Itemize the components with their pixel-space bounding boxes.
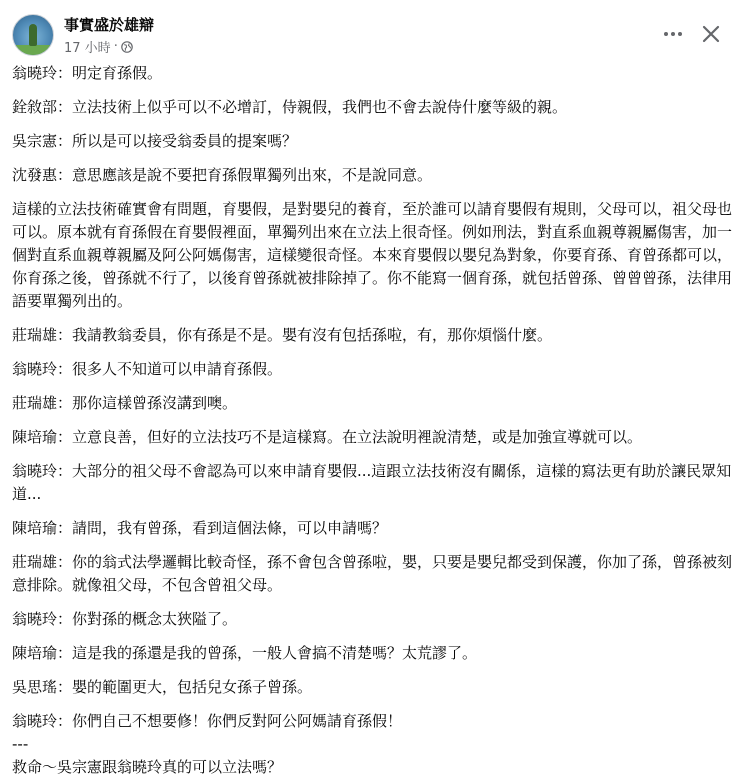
post-paragraph: 沈發惠：意思應該是說不要把育孫假單獨列出來，不是說同意。: [12, 166, 433, 184]
post-paragraph: 翁曉玲：很多人不知道可以申請育孫假。: [12, 360, 283, 378]
post-paragraph: 吳思瑤：嬰的範圍更大，包括兒女孫子曾孫。: [12, 678, 313, 696]
close-icon[interactable]: [697, 20, 725, 48]
post-timestamp[interactable]: 17 小時: [64, 41, 111, 56]
post-body: [12, 62, 734, 779]
post-paragraph: 莊瑞雄：我請教翁委員，你有孫是不是。嬰有沒有包括孫啦，有，那你煩惱什麼。: [12, 326, 553, 344]
post-paragraph: 翁曉玲：你對孫的概念太狹隘了。: [12, 610, 238, 628]
post-paragraph: 翁曉玲：你們自己不想要修！你們反對阿公阿媽請育孫假！: [12, 712, 403, 730]
post-header: [12, 12, 733, 56]
post-paragraph: 莊瑞雄：那你這樣曾孫沒講到噢。: [12, 394, 238, 412]
page-avatar[interactable]: [12, 14, 54, 56]
post-paragraph: 陳培瑜：請問，我有曾孫，看到這個法條，可以申請嗎？: [12, 519, 388, 537]
page-name[interactable]: 事實盛於雄辯: [64, 16, 155, 34]
post-paragraph: 銓敘部：立法技術上似乎可以不必增訂，侍親假，我們也不會去說侍什麼等級的親。: [12, 98, 568, 116]
avatar-ground: [13, 45, 53, 55]
post-separator: ---: [12, 735, 29, 753]
post-paragraph: 吳宗憲：所以是可以接受翁委員的提案嗎？: [12, 132, 298, 150]
post-paragraph: 莊瑞雄：你的翁式法學邏輯比較奇怪，孫不會包含曾孫啦，嬰，只要是嬰兒都受到保護，你加了孫，曾孫被刻意排除。就像祖父母，不包含曾祖父母。: [12, 553, 733, 594]
post-paragraph: 翁曉玲：大部分的祖父母不會認為可以來申請育嬰假...這跟立法技術沒有關係，這樣的寫法更有助於讓民眾知道...: [12, 462, 732, 503]
post-closing-line: 救命～吳宗憲跟翁曉玲真的可以立法嗎？: [12, 758, 283, 776]
post-paragraph: 這樣的立法技術確實會有問題，育嬰假，是對嬰兒的養育，至於誰可以請育嬰假有規則，父母可以，祖父母也可以。原本就有育孫假在育嬰假裡面，單獨列出來在立法上很奇怪。例如刑法，對直系血親尊親屬傷害，加一個對直系血親尊親屬及阿公阿媽傷害，這樣變很奇怪。本來育嬰假以嬰兒為對象，你要育孫、育曾孫都可以，你育孫之後，曾孫就不行了，以後育曾孫就被排除掉了。你不能寫一個育孫，就包括曾孫、曾曾曾孫，法律用語要單獨列出的。: [12, 200, 733, 310]
more-horizontal-icon[interactable]: [661, 22, 685, 46]
post-paragraph: 陳培瑜：立意良善，但好的立法技巧不是這樣寫。在立法說明裡說清楚，或是加強宣導就可以。: [12, 428, 643, 446]
meta-separator: ·: [113, 39, 118, 54]
post-meta: [64, 37, 133, 56]
post-paragraph: 陳培瑜：這是我的孫還是我的曾孫，一般人會搞不清楚嗎？太荒謬了。: [12, 644, 478, 662]
globe-icon[interactable]: [121, 41, 133, 53]
avatar-figure: [29, 24, 37, 46]
post-paragraph: 翁曉玲：明定育孫假。: [12, 64, 163, 82]
